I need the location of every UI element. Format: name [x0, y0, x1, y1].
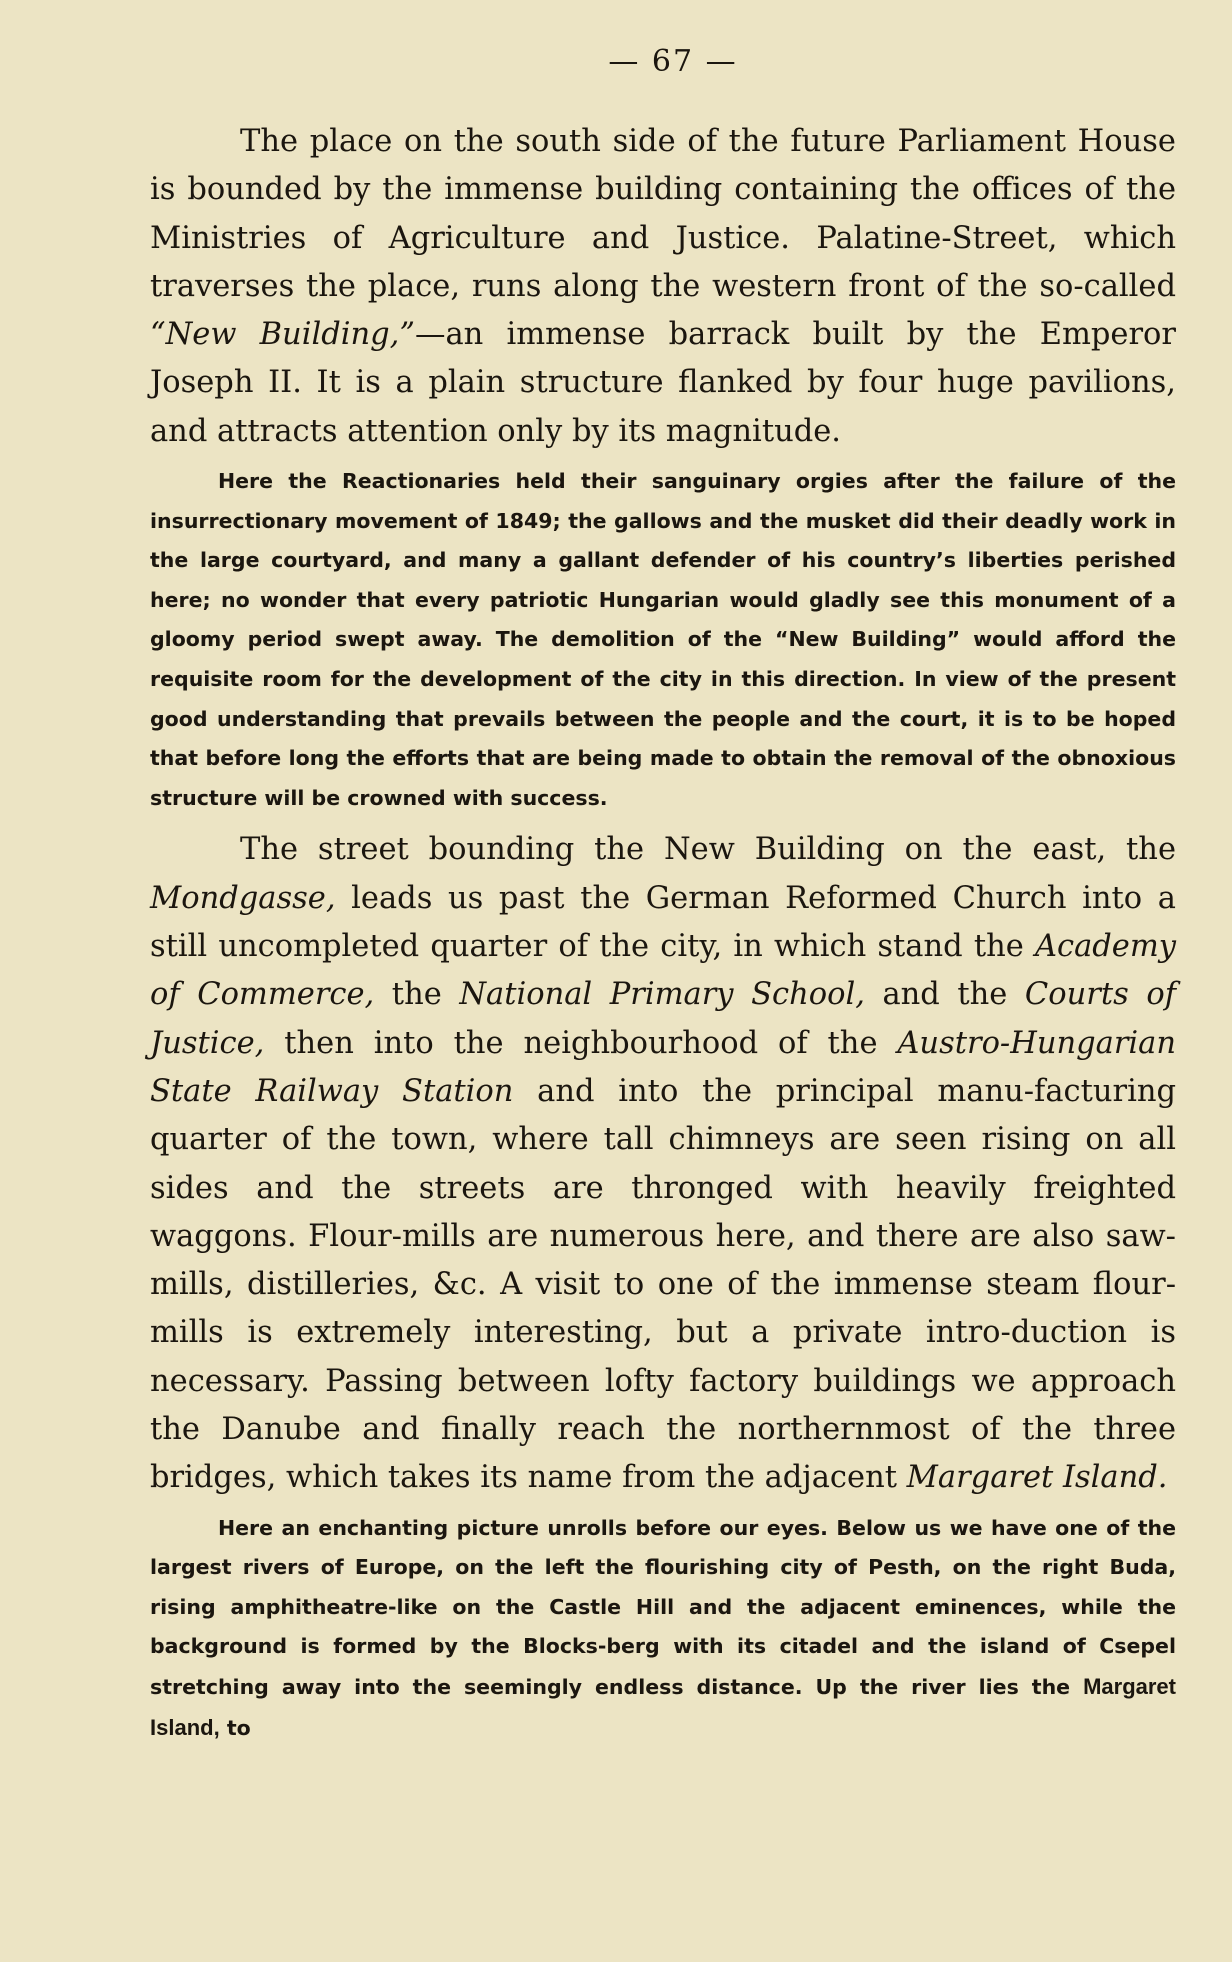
bold-place-name: Margaret Island, [150, 1673, 1176, 1740]
italic-phrase: Academy of Commerce, [150, 929, 1176, 1013]
page-number: — 67 — [608, 44, 738, 79]
italic-phrase: Margaret Island. [906, 1460, 1168, 1496]
italic-phrase: Courts of Justice, [150, 977, 1176, 1061]
paragraph-text: and into the principal manu-facturing quarter of the town, where tall chimneys are seen rising on all sides and the streets are thronged with heavily freighted waggons. Flour-mills are numerous here, and there are also saw-mills, distilleries, &c. A visit to one of the immense steam flour-mills is extremely interesting, but a private intro-duction is necessary. Passing between lofty factory buildings we approach the Danube and finally reach the northernmost of the three bridges, which takes its name from the adjacent [150, 1073, 1177, 1496]
paragraph-text: leads us past the German Reformed Church into a still uncompleted quarter of the city, in which stand the [150, 880, 1176, 965]
note-text: to [219, 1715, 251, 1740]
paragraph-text: The place on the south side of the future Parliament House is bounded by the immense building containing the offices of the Ministries of Agriculture and Justice. Palatine-Street, which traverses the place, runs along the western front of the so-called [150, 124, 1176, 304]
paragraph-mondgasse [150, 826, 1176, 1502]
paragraph-text: —an immense barrack built by the Emperor Joseph II. It is a plain structure flanked by four huge pavilions, and attracts attention only by its magnitude. [150, 317, 1176, 449]
italic-phrase: “New Building,” [150, 317, 415, 353]
note-margaret-island [150, 1509, 1176, 1749]
note-text: Here an enchanting picture unrolls before our eyes. Below us we have one of the largest rivers of Europe, on the left the flourishing city of Pesth, on the right Buda, rising amphitheatre-like on the Castle Hill and the adjacent eminences, while the background is formed by the Blocks-berg with its citadel and the island of Csepel stretching away into the seemingly endless distance. Up the river lies the [150, 1515, 1176, 1699]
paragraph-parliament-house [150, 118, 1176, 456]
italic-phrase: National Primary School, [459, 977, 865, 1013]
italic-phrase: Mondgasse, [150, 880, 336, 916]
paragraph-text: then into the neighbourhood of the [264, 1025, 898, 1061]
paragraph-text: The street bounding the New Building on the east, the [240, 832, 1176, 868]
note-reactionaries: Here the Reactionaries held their sanguinary orgies after the failure of the insurrectionary movement of 1849; the gallows and the musket did their deadly work in the large courtyard, and many a gallant defender of his country’s liberties perished here; no wonder that every patriotic Hungarian would gladly see this monument of a gloomy period swept away. The demolition of the “New Building” would afford the requisite room for the development of the city in this direction. In view of the present good understanding that prevails between the people and the court, it is to be hoped that before long the efforts that are being made to obtain the removal of the obnoxious structure will be crowned with success. [150, 469, 1176, 810]
paragraph-text: and the [864, 977, 1025, 1013]
italic-phrase: Austro-Hungarian State Railway Station [150, 1025, 1176, 1109]
paragraph-text: the [374, 977, 460, 1013]
